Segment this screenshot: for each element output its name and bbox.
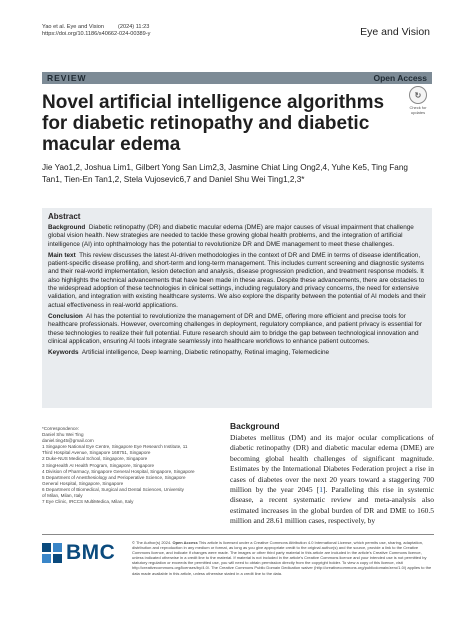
article-type-banner — [42, 72, 432, 84]
reference-link[interactable]: 1 — [319, 485, 323, 495]
abstract-main-text: Main text This review discusses the latest AI-driven methodologies in the context of DR and DME in terms of disease identification, patient-specific disease profiling, and short-term and long-term management. This includes current screening and diagnostic systems and their real-world implementation, lesion detection and analysis, disease progression prediction, and treatment response models. It also highlights the technical advancements that have been made in these areas. Despite these advancements, there are obstacles to the widespread adoption of these technologies in clinical settings, including regulatory and privacy concerns, the need for extensive validation, and integration with existing healthcare systems. We also explore the disparity between the potential of AI models and their actual effectiveness in real-world applications. — [48, 251, 426, 309]
abstract-heading: Abstract — [48, 212, 81, 221]
citation-authors: Yao et al. Eye and Vision — [42, 24, 104, 30]
refresh-icon: ↻ — [409, 86, 427, 104]
correspondence-affiliations: *Correspondence: Daniel Shu Wei Ting daniel.ting45@gmail.com 1 Singapore National Eye Centre, Singapore Eye Research Institute, 11 Third Hospital Avenue, Singapore 168751, Singapore 2 Duke-NUS Medical School, Singapore, Singapore 3 SingHealth AI Health Program, Singapore, Singapore 4 Division of Pharmacy, Singapore General Hospital, Singapore, Singapore 5 Department of Anesthesiology and Perioperative Science, Singapore General Hospital, Singapore, Singapore 6 Department of Biomedical, Surgical and Dental Sciences, University of Milan, Milan, Italy 7 Eye Clinic, IRCCS MultiMedica, Milan, Italy — [42, 426, 218, 505]
abstract-background: Background Diabetic retinopathy (DR) and diabetic macular edema (DME) are major causes of visual impairment that challenge global vision health. New strategies are needed to tackle these growing global health problems, and the integration of artificial intelligence (AI) into ophthalmology has the potential to revolutionize DR and DME management to meet these challenges. — [48, 224, 414, 248]
background-heading: Background — [230, 421, 280, 431]
bmc-logo-text: BMC — [66, 541, 116, 564]
bmc-logo-icon — [42, 543, 62, 563]
background-paragraph: Diabetes mellitus (DM) and its major ocular complications of diabetic retinopathy (DR) and diabetic macular edema (DME) are becoming global health challenges of significant magnitude. Estimates by the International Diabetes Federation project a rise in cases of diabetes over the next 20 years toward a staggering 700 million by the year 2045 [1]. Paralleling this rise in systemic disease, a recent systematic review and meta-analysis also estimated increases in the global burden of DR and DME to 160.5 million and 28.61 million cases, respectively, by — [230, 433, 434, 526]
open-access-label: Open Access — [373, 73, 427, 83]
abstract-box — [42, 208, 432, 408]
author-list: Jie Yao1,2, Joshua Lim1, Gilbert Yong San Lim2,3, Jasmine Chiat Ling Ong2,4, Yuhe Ke5, Ting Fang Tan1, Tien-En Tan1,2, Stela Vujosevic6,7 and Daniel Shu Wei Ting1,2,3* — [42, 163, 408, 184]
check-for-updates-badge[interactable] — [404, 86, 432, 118]
bmc-logo — [42, 540, 122, 566]
footer-divider — [42, 534, 434, 535]
abstract-keywords: Keywords Artificial intelligence, Deep learning, Diabetic retinopathy, Retinal imaging, Telemedicine — [48, 349, 330, 357]
article-type-label: REVIEW — [47, 73, 87, 83]
correspondence-email[interactable]: daniel.ting45@gmail.com — [42, 438, 94, 444]
check-for-updates-label: Check for updates — [409, 105, 427, 115]
abstract-conclusion: Conclusion AI has the potential to revolutionize the management of DR and DME, offering more efficient and precise tools for healthcare professionals. However, overcoming challenges in deployment, regulatory compliance, and patient privacy is essential for these technologies to realize their full potential. Future research should aim to bridge the gap between technological innovation and clinical application, ensuring AI tools integrate seamlessly into healthcare workflows to enhance patient outcomes. — [48, 312, 423, 345]
article-title: Novel artificial intelligence algorithms for diabetic retinopathy and diabetic macular edema — [42, 92, 385, 155]
citation-year: (2024) 11:23 — [118, 24, 150, 30]
license-text: © The Author(s) 2024. Open Access This article is licensed under a Creative Commons Attribution 4.0 International License, which permits use, sharing, adaptation, distribution and reproduction in any medium or format, as long as you give appropriate credit to the original author(s) and the source, provide a link to the Creative Commons licence, and indicate if changes were made. The images or other third party material in this article are included in the article's Creative Commons licence, unless indicated otherwise in a credit line to the material. If material is not included in the article's Creative Commons licence and your intended use is not permitted by statutory regulation or exceeds the permitted use, you will need to obtain permission directly from the copyright holder. To view a copy of this licence, visit http://creativecommons.org/licenses/by/4.0/. The Creative Commons Public Domain Dedication waiver (http://creativecommons.org/publicdomain/zero/1.0/) applies to the data made available in this article, unless otherwise stated in a credit line to the data. — [132, 540, 432, 576]
citation-header — [42, 24, 150, 38]
doi-link[interactable]: https://doi.org/10.1186/s40662-024-00389-y — [42, 31, 151, 37]
journal-name: Eye and Vision — [360, 26, 430, 38]
